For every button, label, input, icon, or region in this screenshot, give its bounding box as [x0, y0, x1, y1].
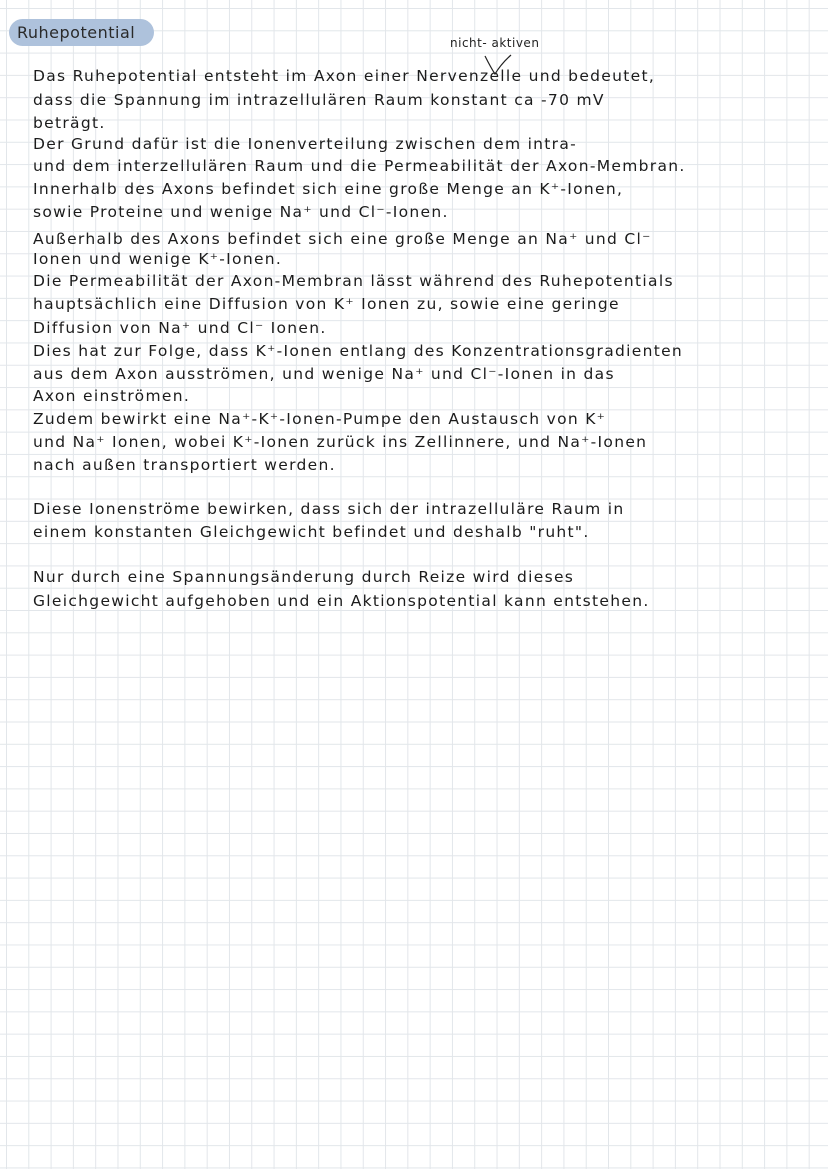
text-line: Ionen und wenige K⁺-Ionen.	[33, 250, 283, 268]
text-line: Außerhalb des Axons befindet sich eine große Menge an Na⁺ und Cl⁻	[33, 230, 652, 248]
text-line: Zudem bewirkt eine Na⁺-K⁺-Ionen-Pumpe den Austausch von K⁺	[33, 410, 607, 428]
text-line: Die Permeabilität der Axon-Membran lässt während des Ruhepotentials	[33, 272, 674, 290]
text-line: aus dem Axon ausströmen, und wenige Na⁺ und Cl⁻-Ionen in das	[33, 365, 615, 383]
text-line: hauptsächlich eine Diffusion von K⁺ Ionen zu, sowie eine geringe	[33, 295, 620, 313]
insertion-note: nicht- aktiven	[450, 36, 540, 50]
text-line: Diese Ionenströme bewirken, dass sich der intrazelluläre Raum in	[33, 500, 625, 518]
text-line: Dies hat zur Folge, dass K⁺-Ionen entlang des Konzentrationsgradienten	[33, 342, 684, 360]
text-line: Der Grund dafür ist die Ionenverteilung zwischen dem intra-	[33, 135, 578, 153]
text-line: Das Ruhepotential entsteht im Axon einer Nervenzelle und bedeutet,	[33, 67, 656, 85]
text-line: Innerhalb des Axons befindet sich eine große Menge an K⁺-Ionen,	[33, 180, 624, 198]
text-line: und dem interzellulären Raum und die Permeabilität der Axon-Membran.	[33, 157, 686, 175]
text-line: nach außen transportiert werden.	[33, 456, 336, 474]
text-line: und Na⁺ Ionen, wobei K⁺-Ionen zurück ins Zellinnere, und Na⁺-Ionen	[33, 433, 648, 451]
text-line: beträgt.	[33, 114, 106, 132]
text-line: Nur durch eine Spannungsänderung durch Reize wird dieses	[33, 568, 575, 586]
text-line: Diffusion von Na⁺ und Cl⁻ Ionen.	[33, 319, 327, 337]
text-line: Gleichgewicht aufgehoben und ein Aktionspotential kann entstehen.	[33, 592, 650, 610]
text-line: Axon einströmen.	[33, 387, 191, 405]
text-line: dass die Spannung im intrazellulären Raum konstant ca -70 mV	[33, 91, 605, 109]
page-title: Ruhepotential	[9, 19, 154, 46]
text-line: einem konstanten Gleichgewicht befindet und deshalb "ruht".	[33, 523, 590, 541]
text-line: sowie Proteine und wenige Na⁺ und Cl⁻-Ionen.	[33, 203, 449, 221]
